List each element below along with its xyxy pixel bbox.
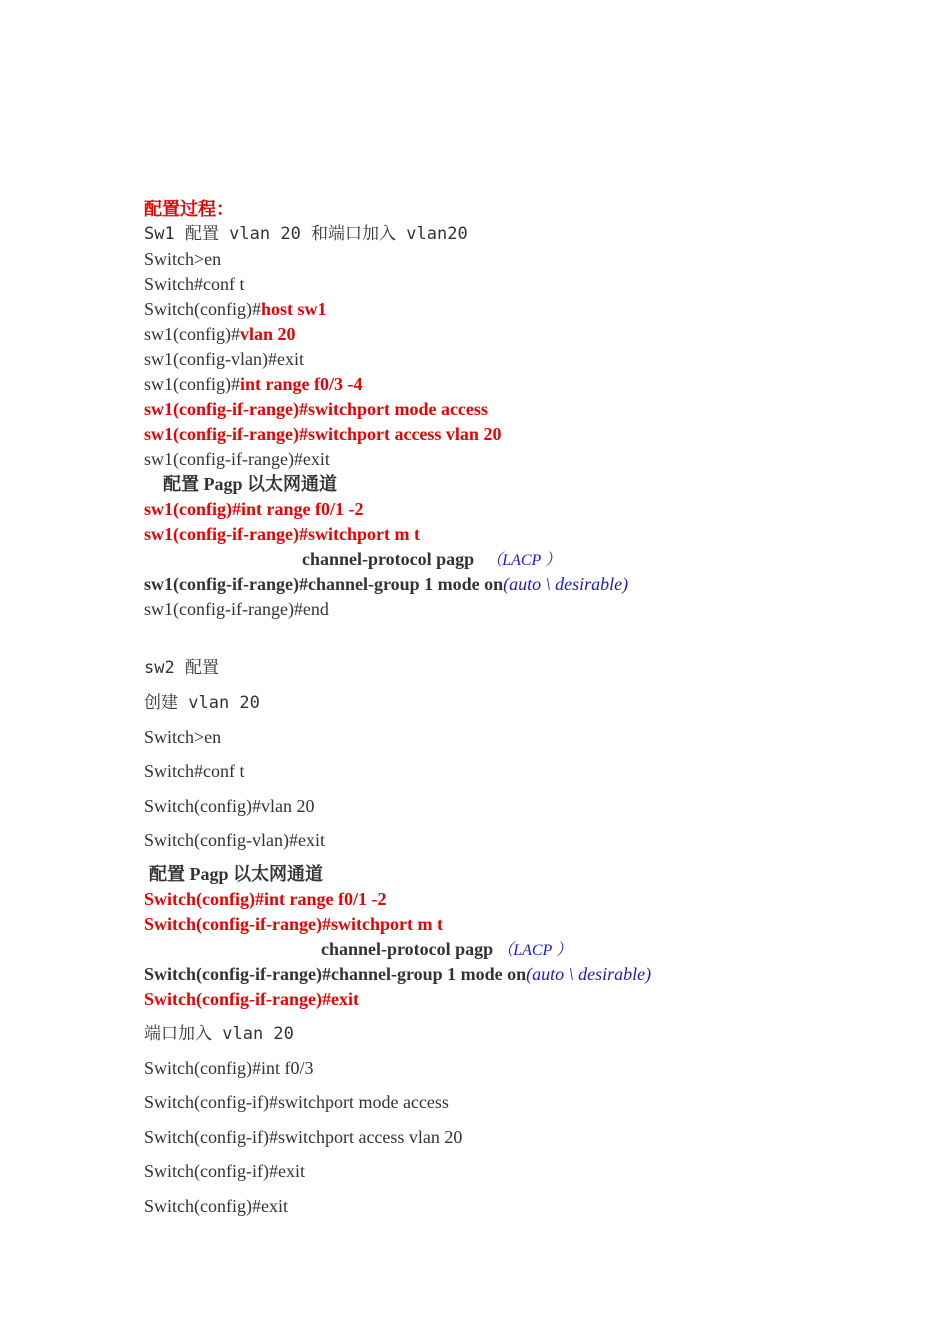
cmd-int-range-f01-2: Switch(config)#int range f0/1 -2 <box>144 889 387 909</box>
cmd-switchport-mode-access: sw1(config-if-range)#switchport mode access <box>144 399 488 419</box>
cmd-prompt: sw1(config)# <box>144 324 240 344</box>
cmd-prompt: sw1(config)# <box>144 374 240 394</box>
cmd-conf-t-2: Switch#conf t <box>144 761 245 781</box>
cmd-range-exit-2: Switch(config-if-range)#exit <box>144 989 359 1009</box>
cmd-switch-en-2: Switch>en <box>144 727 222 747</box>
cmd-config-exit: Switch(config)#exit <box>144 1196 288 1216</box>
cmd-int-range-f03: int range f0/3 -4 <box>239 374 363 394</box>
channel-group-options-2: (auto \ desirable) <box>526 964 652 984</box>
cmd-range-exit: sw1(config-if-range)#exit <box>144 449 330 469</box>
cmd-int-range-line <box>144 373 362 395</box>
pagp-subtitle-2: 配置 Pagp 以太网通道 <box>149 864 324 884</box>
cmd-vlan-exit-2: Switch(config-vlan)#exit <box>144 830 325 850</box>
cmd-int-f03: Switch(config)#int f0/3 <box>144 1058 314 1078</box>
cmd-channel-group: sw1(config-if-range)#channel-group 1 mode on <box>144 574 504 594</box>
lacp-note: （LACP ） <box>486 552 562 569</box>
cmd-channel-protocol-line <box>302 548 561 572</box>
cmd-vlan-exit: sw1(config-vlan)#exit <box>144 349 304 369</box>
cmd-channel-protocol-2: channel-protocol pagp <box>321 939 494 959</box>
cmd-switchport-mt-2: Switch(config-if-range)#switchport m t <box>144 914 443 934</box>
cmd-host-line <box>144 298 327 320</box>
channel-group-options: (auto \ desirable) <box>503 574 629 594</box>
cmd-vlan-line <box>144 323 296 345</box>
pagp-subtitle: 配置 Pagp 以太网通道 <box>163 474 338 494</box>
port-vlan-title: 端口加入 vlan 20 <box>144 1024 294 1044</box>
cmd-end: sw1(config-if-range)#end <box>144 599 329 619</box>
lacp-note-2: （LACP ） <box>497 942 573 959</box>
cmd-channel-group-2: Switch(config-if-range)#channel-group 1 mode on <box>144 964 527 984</box>
cmd-switchport-access-vlan: sw1(config-if-range)#switchport access vlan 20 <box>144 424 502 444</box>
cmd-switchport-mt: sw1(config-if-range)#switchport m t <box>144 524 420 544</box>
sw1-config-title: Sw1 配置 vlan 20 和端口加入 vlan20 <box>144 224 468 244</box>
cmd-vlan-20-2: Switch(config)#vlan 20 <box>144 796 315 816</box>
cmd-channel-protocol-line-2 <box>321 938 572 962</box>
cmd-if-mode-access: Switch(config-if)#switchport mode access <box>144 1092 449 1112</box>
cmd-vlan-20: vlan 20 <box>239 324 296 344</box>
cmd-host-sw1: host sw1 <box>260 299 327 319</box>
sw2-config-title: sw2 配置 <box>144 658 219 678</box>
cmd-channel-protocol: channel-protocol pagp <box>302 549 475 569</box>
cmd-if-exit: Switch(config-if)#exit <box>144 1161 305 1181</box>
config-process-heading: 配置过程： <box>144 199 234 219</box>
cmd-prompt: Switch(config)# <box>144 299 261 319</box>
cmd-switch-en: Switch>en <box>144 249 222 269</box>
cmd-channel-group-line-2 <box>144 963 651 985</box>
create-vlan-title: 创建 vlan 20 <box>144 693 260 713</box>
cmd-channel-group-line <box>144 573 628 595</box>
cmd-int-range-f01: sw1(config)#int range f0/1 -2 <box>144 499 364 519</box>
cmd-if-access-vlan: Switch(config-if)#switchport access vlan 20 <box>144 1127 463 1147</box>
cmd-conf-t: Switch#conf t <box>144 274 245 294</box>
